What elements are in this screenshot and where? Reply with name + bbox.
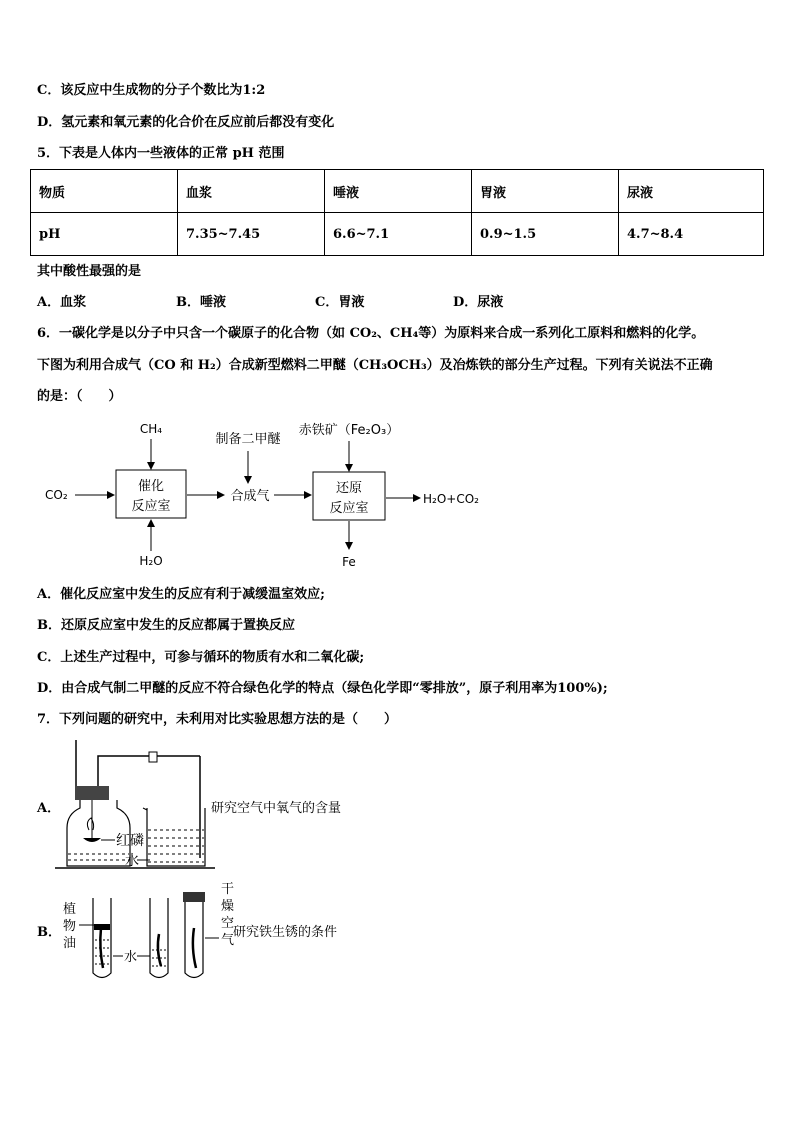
q5-option-b[interactable]: B．唾液: [176, 295, 226, 310]
oil-label-3: 油: [63, 936, 77, 951]
q6-stem-line2: 下图为利用合成气（CO 和 H₂）合成新型燃料二甲醚（CH₃OCH₃）及冶炼铁的部分生产过程。下列有关说法不正确: [37, 358, 713, 373]
stopper-3: [183, 892, 205, 902]
table-row: [31, 170, 764, 213]
beaker: [147, 808, 205, 866]
oil-label-2: 物: [63, 919, 77, 934]
q6-option-b[interactable]: B．还原反应室中发生的反应都属于置换反应: [37, 618, 295, 633]
table-cell: 尿液: [619, 170, 764, 213]
make-dme-label: 制备二甲醚: [215, 432, 281, 447]
q6-option-a[interactable]: A．催化反应室中发生的反应有利于减缓温室效应;: [37, 587, 325, 602]
table-cell: 唾液: [325, 170, 472, 213]
q6-option-c[interactable]: C．上述生产过程中，可参与循环的物质有水和二氧化碳;: [37, 650, 365, 665]
fe-label: Fe: [342, 555, 356, 569]
process-flow-diagram: [0, 415, 794, 575]
table-cell: 胃液: [472, 170, 619, 213]
q5-stem: 5．下表是人体内一些液体的正常 pH 范围: [37, 146, 285, 161]
q7-option-a-label[interactable]: A．: [37, 801, 61, 816]
catalytic-room-label-1: 催化: [137, 479, 165, 494]
reduction-room-label-2: 反应室: [329, 501, 369, 516]
q6-option-d[interactable]: D．由合成气制二甲醚的反应不符合绿色化学的特点（绿色化学即“零排放”，原子利用率为100%);: [37, 681, 608, 696]
table-cell: 7.35~7.45: [178, 213, 325, 256]
water-label-b: 水: [124, 950, 138, 965]
q6-stem-line3: 的是：（ ）: [37, 389, 122, 404]
q5-question: 其中酸性最强的是: [37, 264, 142, 279]
q4-option-c: C．该反应中生成物的分子个数比为1:2: [37, 83, 266, 98]
hematite-label: 赤铁矿（Fe₂O₃）: [298, 423, 400, 438]
table-cell: pH: [31, 213, 178, 256]
red-phosphorus-label: 红磷: [116, 833, 144, 849]
phosphorus-spoon: [83, 838, 101, 842]
ch4-label: CH₄: [139, 422, 163, 436]
stopper: [75, 786, 109, 800]
q7-stem: 7．下列问题的研究中，未利用对比实验思想方法的是（ ）: [37, 712, 398, 727]
dry-air-label-4: 气: [221, 933, 235, 948]
q7-b-caption: 研究铁生锈的条件: [233, 925, 338, 940]
dry-air-label-2: 燥: [221, 899, 235, 914]
table-cell: 0.9~1.5: [472, 213, 619, 256]
table-cell: 物质: [31, 170, 178, 213]
oil-label-1: 植: [63, 902, 77, 917]
ph-table: [30, 169, 764, 256]
dry-air-label-1: 干: [221, 882, 235, 897]
q5-option-d[interactable]: D．尿液: [453, 295, 504, 310]
table-cell: 血浆: [178, 170, 325, 213]
co2-input-label: CO₂: [45, 488, 68, 502]
nail-1: [100, 928, 103, 968]
table-row: [31, 213, 764, 256]
table-cell: 4.7~8.4: [619, 213, 764, 256]
q5-option-a[interactable]: A．血浆: [37, 295, 87, 310]
catalytic-room-label-2: 反应室: [131, 499, 171, 514]
h2o-input-label: H₂O: [139, 554, 163, 568]
q6-stem-line1: 6．一碳化学是以分子中只含一个碳原子的化合物（如 CO₂、CH₄等）为原料来合成一系列化工原料和燃料的化学。: [37, 326, 705, 341]
reduction-room-label-1: 还原: [335, 481, 363, 496]
iron-rust-apparatus: [55, 878, 245, 988]
q7-a-caption: 研究空气中氧气的含量: [211, 801, 342, 816]
nail-3: [193, 928, 196, 968]
dry-air-label-3: 空: [221, 916, 235, 931]
water-label-a: 水: [125, 853, 139, 869]
q7-option-b-label[interactable]: B．: [37, 925, 61, 940]
products-label: H₂O+CO₂: [423, 492, 479, 506]
q5-option-c[interactable]: C．胃液: [315, 295, 365, 310]
table-cell: 6.6~7.1: [325, 213, 472, 256]
q4-option-d: D．氢元素和氧元素的化合价在反应前后都没有变化: [37, 115, 335, 130]
syngas-label: 合成气: [230, 489, 270, 504]
